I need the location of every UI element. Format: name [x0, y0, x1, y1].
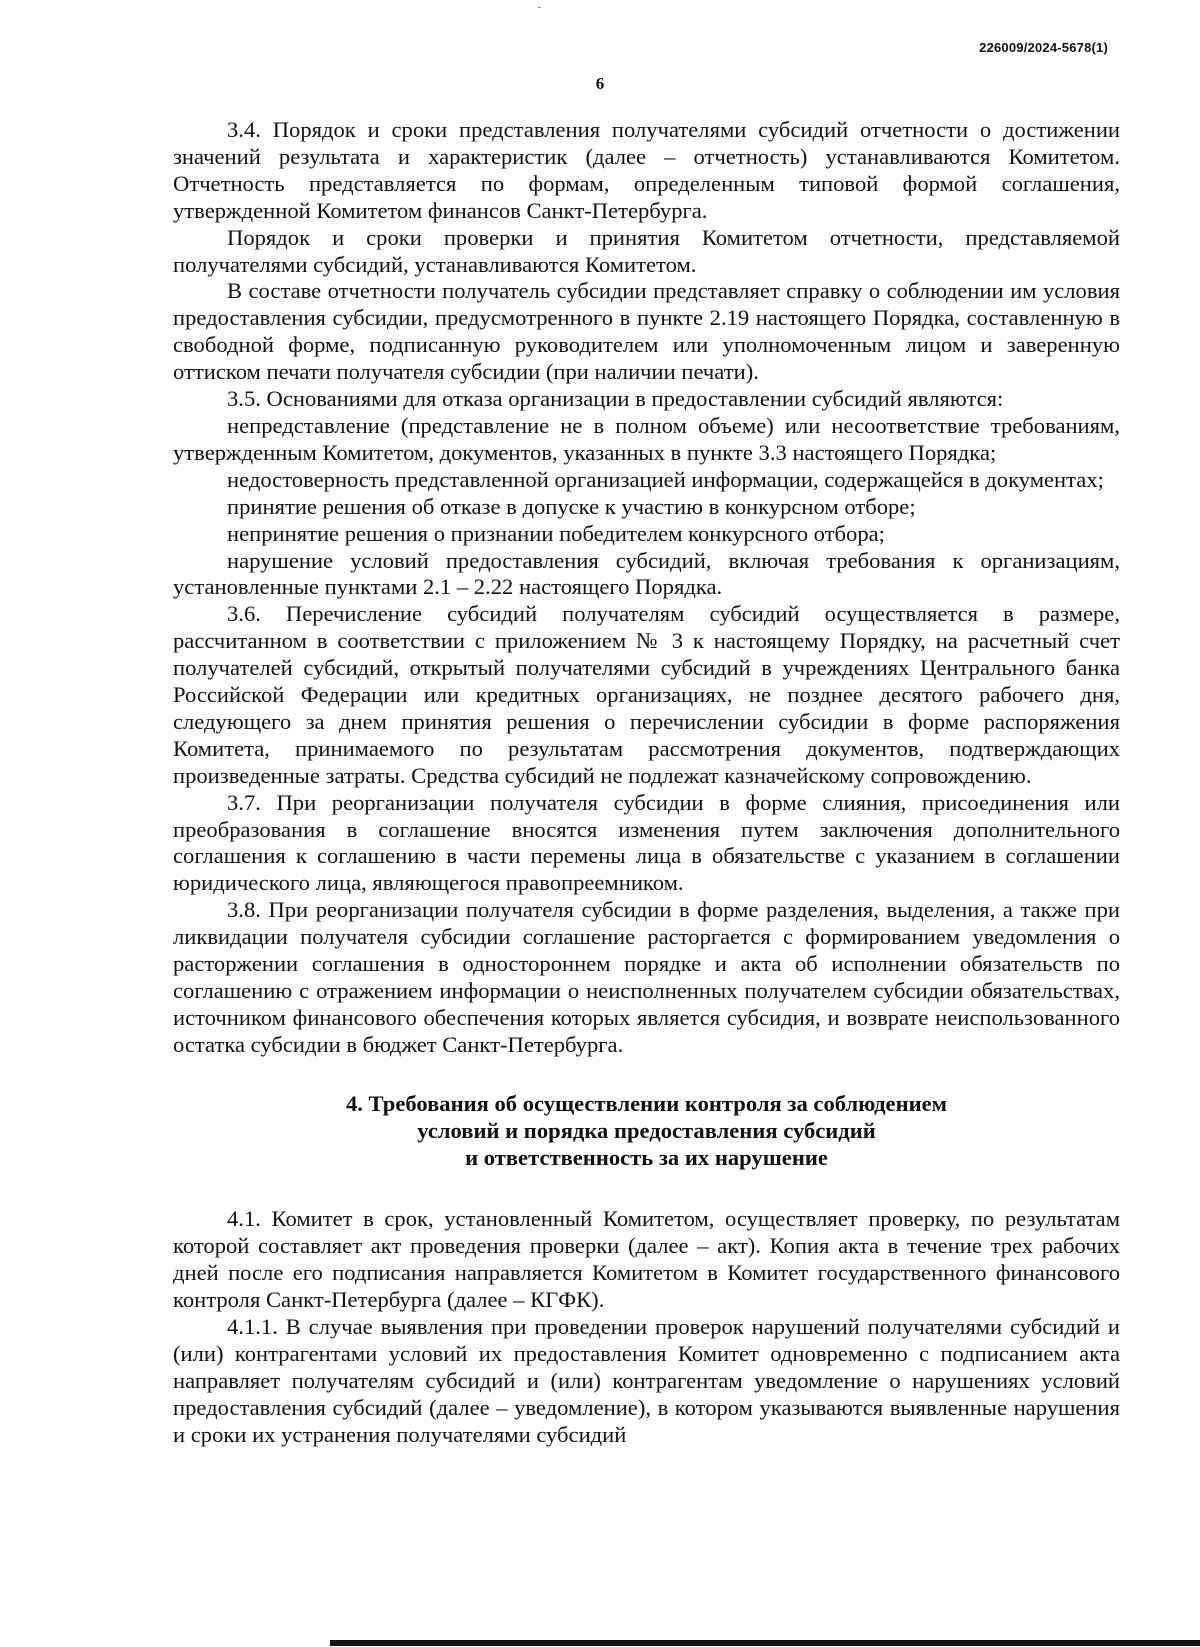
- paragraph-report-review: Порядок и сроки проверки и принятия Комитетом отчетности, представляемой получателями субсидий, устанавливаются Комитетом.: [173, 224, 1120, 277]
- paragraph-4-1: 4.1. Комитет в срок, установленный Комитетом, осуществляет проверку, по результатам которой составляет акт проведения проверки (далее – акт). Копия акта в течение трех рабочих дней после его подписания направляется Комитетом в Комитет государственного финансового контроля Санкт-Петербурга (далее – КГФК).: [173, 1206, 1120, 1313]
- paragraph-3-8: 3.8. При реорганизации получателя субсидии в форме разделения, выделения, а также при ликвидации получателя субсидии соглашение расторгается с формированием уведомления о расторжении соглашения в одностороннем порядке и акта об исполнении обязательств по соглашению с отражением информации о неисполненных получателем субсидии обязательствах, источником финансового обеспечения которых является субсидия, и возврате неиспользованного остатка субсидии в бюджет Санкт-Петербурга.: [173, 897, 1120, 1057]
- section-heading-line: и ответственность за их нарушение: [465, 1144, 828, 1170]
- document-number: 226009/2024-5678(1): [979, 40, 1108, 55]
- paragraph-3-5: 3.5. Основаниями для отказа организации в предоставлении субсидий являются:: [227, 386, 1004, 412]
- paragraph-refusal-reason-3: принятие решения об отказе в допуске к участию в конкурсном отборе;: [227, 493, 916, 519]
- scan-mark: [538, 7, 541, 8]
- document-body: [173, 117, 1120, 1449]
- paragraph-3-6: 3.6. Перечисление субсидий получателям субсидий осуществляется в размере, рассчитанном в соответствии с приложением № 3 к настоящему Порядку, на расчетный счет получателей субсидий, открытый получателями субсидий в учреждениях Центрального банка Российской Федерации или кредитных организациях, не позднее десятого рабочего дня, следующего за днем принятия решения о перечислении субсидии в форме распоряжения Комитета, принимаемого по результатам рассмотрения документов, подтверждающих произведенные затраты. Средства субсидий не подлежат казначейскому сопровождению.: [173, 601, 1120, 788]
- section-4-heading: [173, 1091, 1120, 1172]
- page-number: 6: [595, 74, 605, 93]
- section-heading-line: 4. Требования об осуществлении контроля за соблюдением: [345, 1090, 948, 1116]
- paragraph-refusal-reason-4: непринятие решения о признании победителем конкурсного отбора;: [227, 520, 885, 546]
- paragraph-report-certificate: В составе отчетности получатель субсидии представляет справку о соблюдении им условия предоставления субсидии, предусмотренного в пункте 2.19 настоящего Порядка, составленную в свободной форме, подписанную руководителем или уполномоченным лицом и заверенную оттиском печати получателя субсидии (при наличии печати).: [173, 278, 1120, 385]
- paragraph-3-4: 3.4. Порядок и сроки представления получателями субсидий отчетности о достижении значений результата и характеристик (далее – отчетность) устанавливаются Комитетом. Отчетность представляется по формам, определенным типовой формой соглашения, утвержденной Комитетом финансов Санкт-Петербурга.: [173, 117, 1120, 223]
- paragraph-refusal-reason-2: недостоверность представленной организацией информации, содержащейся в документах;: [227, 466, 1104, 492]
- bottom-scan-border: [330, 1640, 1200, 1646]
- paragraph-4-1-1: 4.1.1. В случае выявления при проведении проверок нарушений получателями субсидий и (или) контрагентами условий их предоставления Комитет одновременно с подписанием акта направляет получателям субсидий и (или) контрагентам уведомление о нарушениях условий предоставления субсидий (далее – уведомление), в котором указываются выявленные нарушения и сроки их устранения получателями субсидий: [173, 1314, 1120, 1447]
- section-heading-line: условий и порядка предоставления субсидий: [417, 1117, 876, 1143]
- paragraph-3-7: 3.7. При реорганизации получателя субсидии в форме слияния, присоединения или преобразования в соглашение вносятся изменения путем заключения дополнительного соглашения к соглашению в части перемены лица в обязательстве с указанием в соглашении юридического лица, являющегося правопреемником.: [173, 789, 1120, 896]
- paragraph-refusal-reason-5: нарушение условий предоставления субсидий, включая требования к организациям, установленные пунктами 2.1 – 2.22 настоящего Порядка.: [173, 547, 1120, 600]
- paragraph-refusal-reason-1: непредставление (представление не в полном объеме) или несоответствие требованиям, утвержденным Комитетом, документов, указанных в пункте 3.3 настоящего Порядка;: [173, 412, 1120, 465]
